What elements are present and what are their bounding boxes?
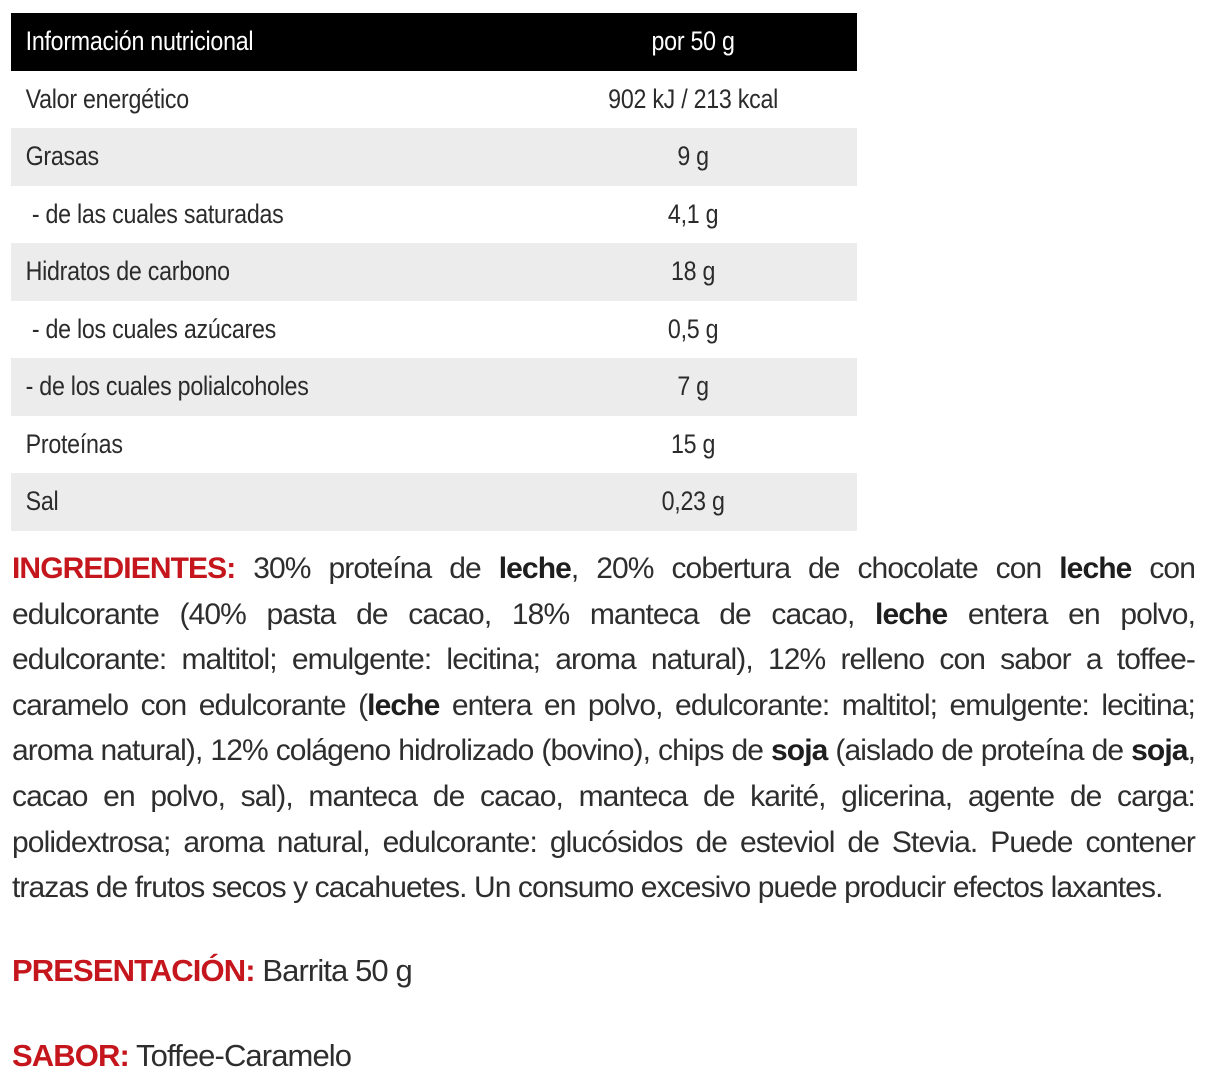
presentacion-line — [12, 953, 412, 989]
sabor-line — [12, 1038, 351, 1074]
ingredients-segment: con edulcorante (40% pasta de cacao, 18% manteca de cacao, — [12, 552, 1195, 631]
nutrition-row — [11, 416, 857, 474]
nutrition-table — [11, 13, 857, 531]
nutrition-row-label: Hidratos de carbono — [25, 256, 230, 287]
ingredients-segment: , 20% cobertura de chocolate con — [570, 552, 1060, 585]
allergen-highlight: leche — [875, 597, 948, 631]
nutrition-row-label: - de los cuales polialcoholes — [25, 371, 309, 402]
ingredients-segment: entera en polvo, edulcorante: maltitol; emulgente: lecitina; aroma natural), 12% colágeno hidrolizado (bovino), chips de — [12, 688, 1195, 768]
nutrition-row-value: 7 g — [677, 371, 709, 402]
nutrition-row — [11, 243, 857, 301]
sabor-heading: SABOR: — [12, 1038, 129, 1073]
nutrition-row-label: Valor energético — [25, 83, 189, 114]
presentacion-heading: PRESENTACIÓN: — [12, 953, 255, 988]
nutrition-row — [11, 186, 857, 244]
ingredients-text — [12, 552, 1195, 904]
nutrition-row-label: Sal — [25, 486, 59, 517]
nutrition-row-value: 902 kJ / 213 kcal — [608, 83, 779, 114]
nutrition-row-label: Grasas — [25, 141, 99, 172]
nutrition-table-header — [11, 13, 857, 71]
allergen-highlight: soja — [771, 734, 828, 768]
nutrition-header-label: Información nutricional — [25, 26, 254, 57]
sabor-value: Toffee-Caramelo — [128, 1038, 352, 1073]
allergen-highlight: leche — [498, 552, 571, 585]
nutrition-row — [11, 301, 857, 359]
nutrition-row-label: Proteínas — [25, 428, 123, 459]
nutrition-table-body — [11, 71, 857, 531]
nutrition-row-label: - de los cuales azúcares — [25, 313, 277, 344]
ingredients-segment: , cacao en polvo, sal), manteca de cacao, manteca de karité, glicerina, agente de carga: polidextrosa; aroma natural, edulcorante: glucósidos de esteviol de Stevia. Puede contener trazas de frutos secos y cacahuetes. Un consumo excesivo puede producir efectos laxantes. — [12, 734, 1195, 905]
nutrition-row — [11, 358, 857, 416]
nutrition-row-value: 0,23 g — [661, 486, 725, 517]
nutrition-row — [11, 128, 857, 186]
nutrition-row — [11, 473, 857, 531]
nutrition-row-label: - de las cuales saturadas — [25, 198, 284, 229]
allergen-highlight: leche — [367, 688, 440, 722]
nutrition-row-value: 18 g — [671, 256, 716, 287]
ingredients-heading: INGREDIENTES: — [12, 552, 236, 585]
nutrition-row-value: 15 g — [671, 428, 716, 459]
ingredients-segment: 30% proteína de — [235, 552, 499, 585]
presentacion-value: Barrita 50 g — [254, 953, 412, 988]
nutrition-row — [11, 71, 857, 129]
nutrition-header-value: por 50 g — [651, 26, 735, 57]
allergen-highlight: leche — [1059, 552, 1132, 585]
nutrition-row-value: 4,1 g — [667, 198, 719, 229]
allergen-highlight: soja — [1131, 734, 1188, 768]
ingredients-segment: (aislado de proteína de — [827, 734, 1132, 768]
nutrition-row-value: 9 g — [677, 141, 709, 172]
ingredients-segment: entera en polvo, edulcorante: maltitol; emulgente: lecitina; aroma natural), 12% relleno con sabor a toffee-caramelo con edulcorante ( — [12, 597, 1195, 722]
ingredients-paragraph — [12, 546, 1195, 911]
nutrition-row-value: 0,5 g — [667, 313, 719, 344]
